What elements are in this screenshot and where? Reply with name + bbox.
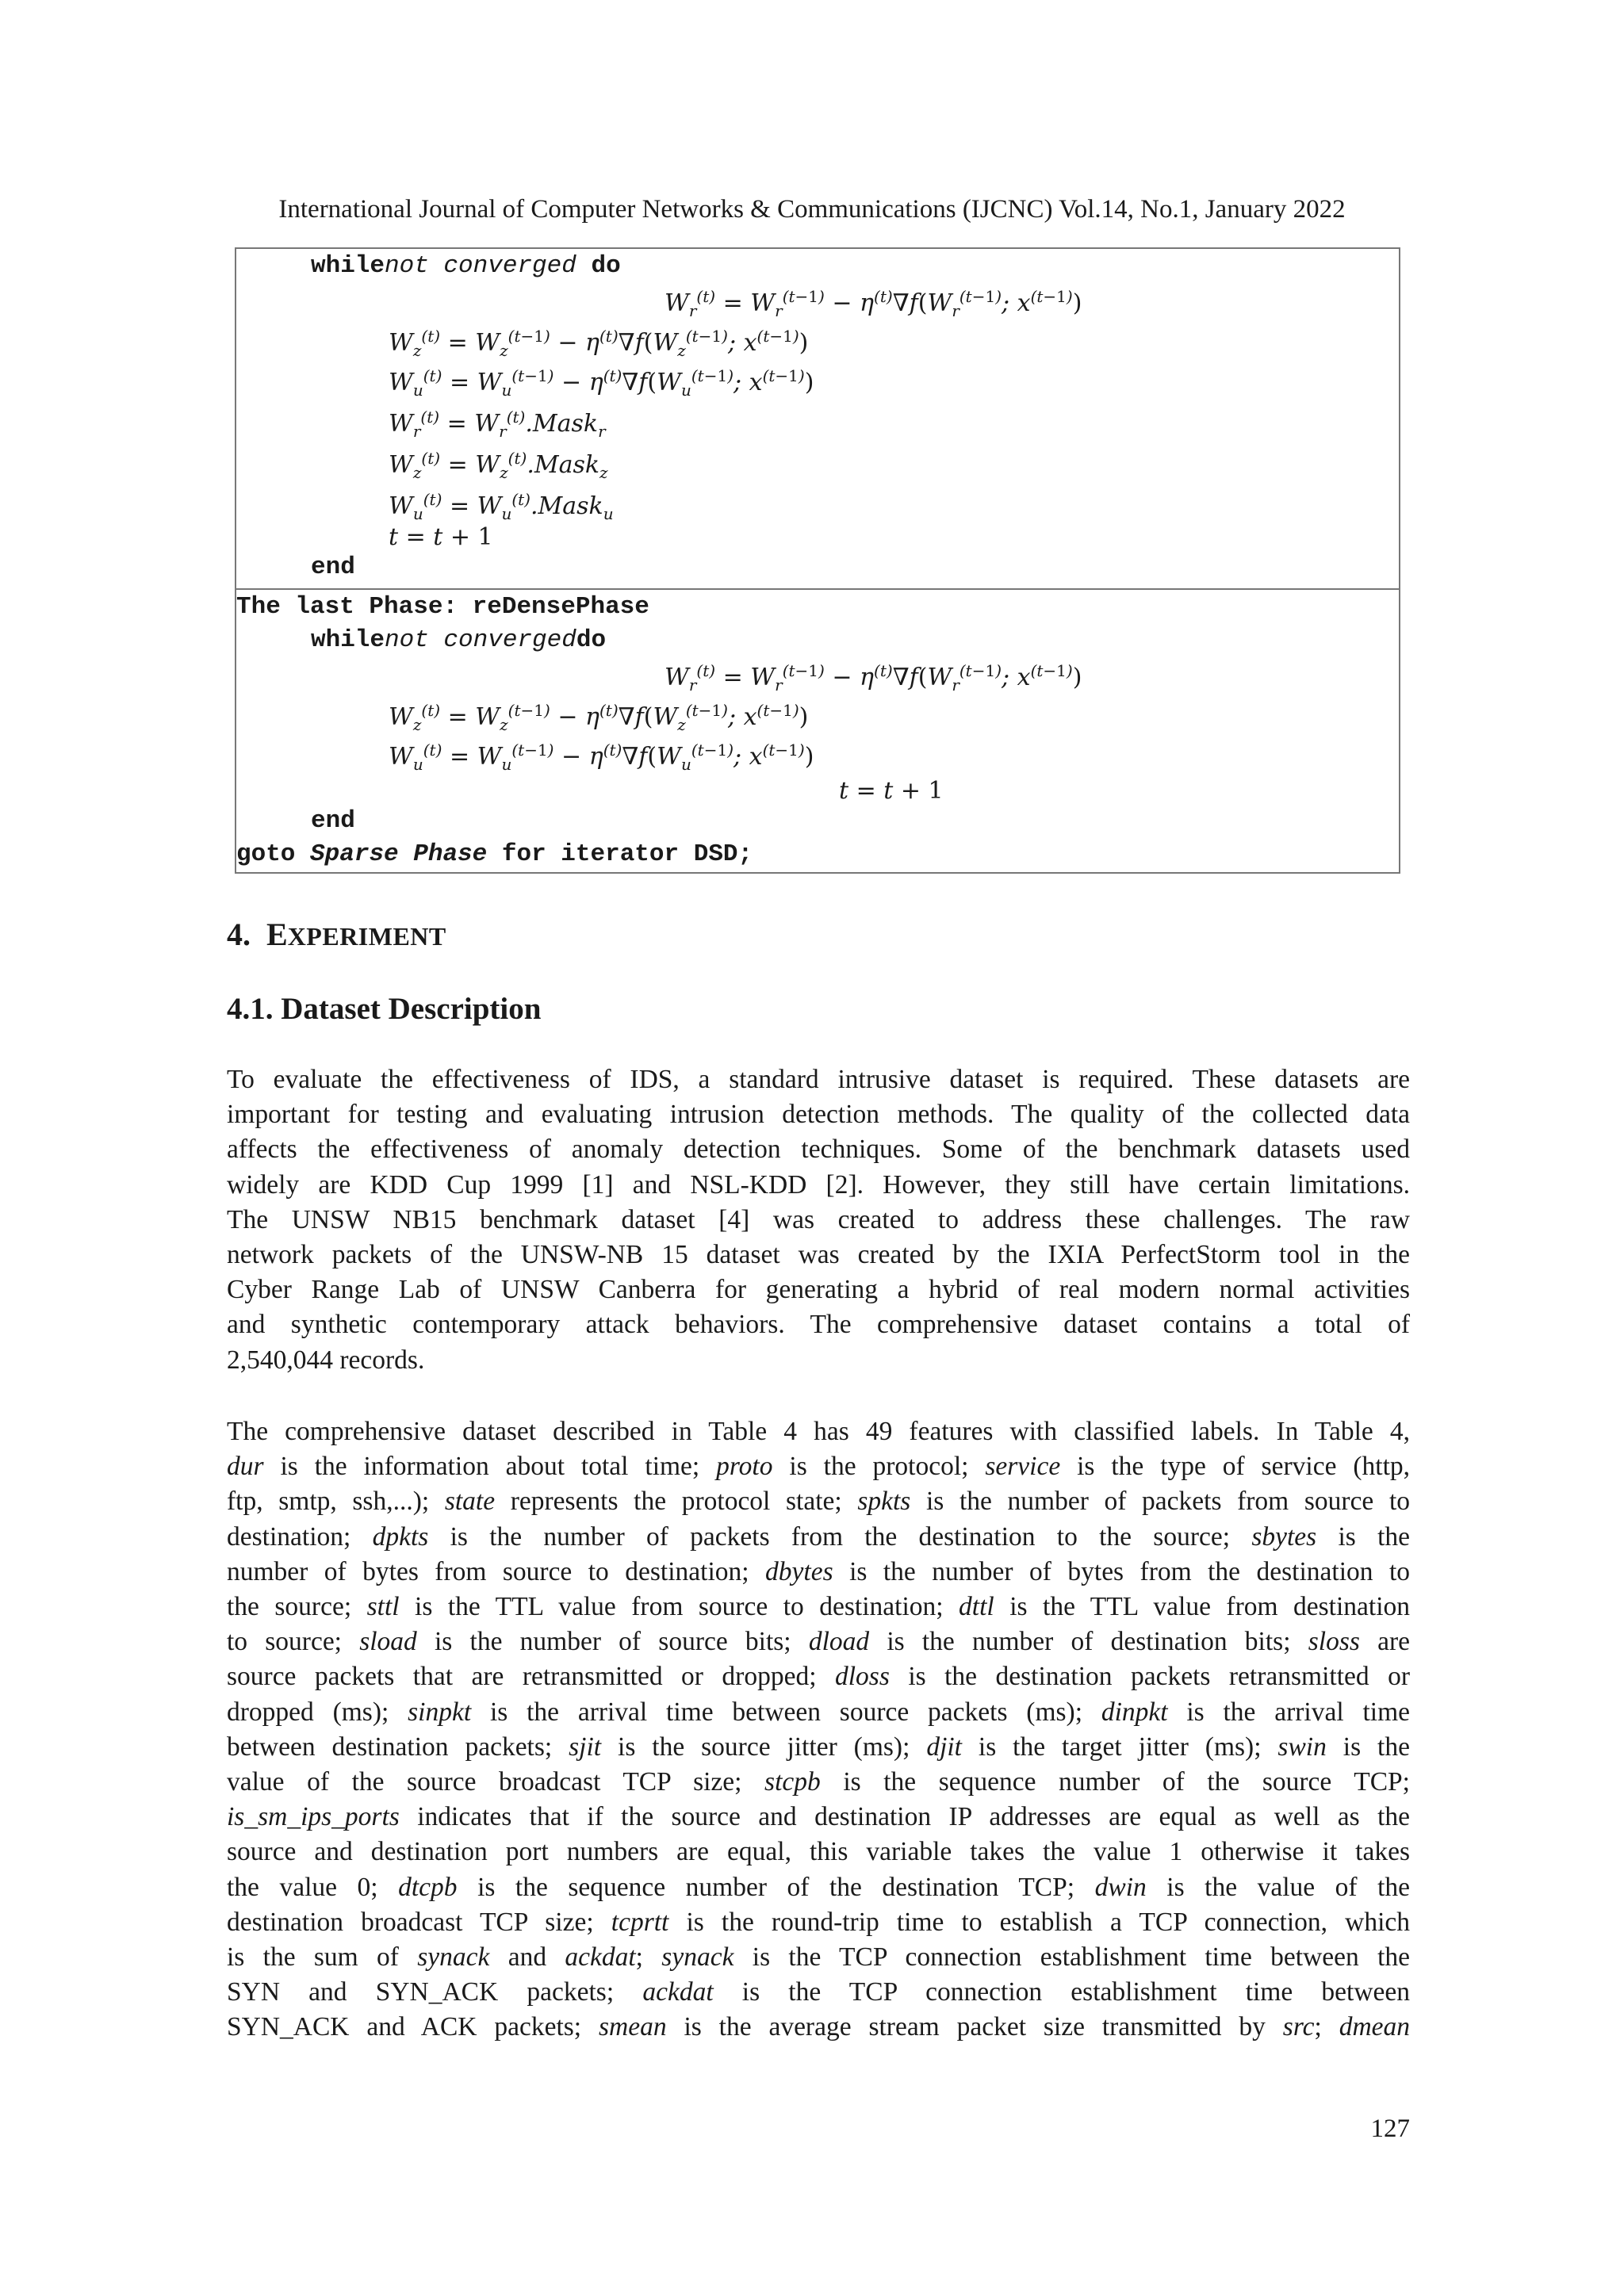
do-keyword: do [576,252,621,280]
update-wz-1: $W_z^{(t)} = W_z^{(t-1)} - \eta^{(t)}\nabla f(W_z^{(t-1)}$; $x^{(t-1)}$) [389,327,809,360]
paragraph-line: destination broadcast TCP size; tcprtt is the round-trip time to establish a TCP connection, which [227,1907,1411,1937]
end-line-1: end [311,553,355,581]
paragraph-1 [227,1062,1410,1378]
section-heading: 4. EXPERIMENT [227,916,446,952]
paragraph-line: between destination packets; sjit is the source jitter (ms); djit is the target jitter (ms); swin is the [227,1732,1410,1762]
update-wr-1: $W_r^{(t)} = W_r^{(t-1)} - \eta^{(t)}\nabla f(W_r^{(t-1)}$; $x^{(t-1)}$) [665,287,1082,320]
while-keyword: while [311,252,385,280]
t-increment-2: t = t + 1 [839,777,944,805]
update-wr-2: $W_r^{(t)} = W_r^{(t-1)} - \eta^{(t)}\nabla f(W_r^{(t-1)}$; $x^{(t-1)}$) [665,661,1082,695]
mask-wz: $W_z^{(t)}$ = $W_z^{(t)}.Mask_z$ [389,449,608,482]
paragraph-line: is the sum of synack and ackdat; synack is the TCP connection establishment time between the [227,1942,1411,1973]
running-header: International Journal of Computer Networks & Communications (IJCNC) Vol.14, No.1, January 2022 [278,195,1346,224]
mask-wu: $W_u^{(t)}$ = $W_u^{(t)}.Mask_u$ [389,490,614,523]
paragraph-line: dropped (ms); sinpkt is the arrival time between source packets (ms); dinpkt is the arrival time [227,1697,1410,1727]
update-wu-2: $W_u^{(t)} = W_u^{(t-1)} - \eta^{(t)}\nabla f(W_u^{(t-1)}$; $x^{(t-1)}$) [389,740,814,774]
paragraph-line: the value 0; dtcpb is the sequence number of the destination TCP; dwin is the value of the [227,1872,1411,1902]
goto-line: goto Sparse Phase for iterator DSD; [236,840,753,868]
paragraph-line: to source; sload is the number of source bits; dload is the number of destination bits; sloss are [227,1627,1410,1657]
paragraph-line: source and destination port numbers are equal, this variable takes the value 1 otherwise it takes [227,1837,1410,1867]
paragraph-line: important for testing and evaluating intrusion detection methods. The quality of the collected data [227,1100,1410,1130]
phase-label: The last Phase: reDensePhase [236,593,649,621]
subsection-heading: 4.1. Dataset Description [227,992,542,1026]
paragraph-line: affects the effectiveness of anomaly detection techniques. Some of the benchmark datasets used [227,1135,1410,1165]
paragraph-line: Cyber Range Lab of UNSW Canberra for generating a hybrid of real modern normal activities [227,1275,1410,1305]
paragraph-line: 2,540,044 records. [227,1345,425,1375]
paragraph-line: number of bytes from source to destination; dbytes is the number of bytes from the destination to [227,1556,1411,1586]
paragraph-line: source packets that are retransmitted or dropped; dloss is the destination packets retransmitted or [227,1662,1410,1692]
end-line-2: end [311,807,355,835]
paragraph-line: network packets of the UNSW-NB 15 dataset was created by the IXIA PerfectStorm tool in the [227,1240,1410,1270]
paragraph-line: dur is the information about total time; proto is the protocol; service is the type of service (http, [227,1452,1410,1482]
paragraph-line: value of the source broadcast TCP size; stcpb is the sequence number of the source TCP; [227,1767,1410,1797]
paragraph-line: The UNSW NB15 benchmark dataset [4] was created to address these challenges. The raw [227,1204,1410,1234]
paragraph-line: widely are KDD Cup 1999 [1] and NSL-KDD [2]. However, they still have certain limitations. [227,1169,1410,1200]
t-increment-1: t = t + 1 [389,523,493,551]
mask-wr: $W_r^{(t)}$ = $W_r^{(t)}.Mask_r$ [389,408,606,441]
paragraph-line: To evaluate the effectiveness of IDS, a standard intrusive dataset is required. These datasets are [227,1065,1410,1094]
while-line-2: whilenot convergeddo [311,626,607,654]
paragraph-line: The comprehensive dataset described in Table 4 has 49 features with classified labels. In Table 4, [227,1417,1410,1446]
paragraph-line: ftp, smtp, ssh,...); state represents the protocol state; spkts is the number of packets from source to [227,1487,1410,1517]
paragraph-line: SYN_ACK and ACK packets; smean is the average stream packet size transmitted by src; dmean [227,2012,1410,2042]
while-condition: not converged [385,252,576,280]
paragraph-2 [227,1414,1410,2045]
paragraph-line: the source; sttl is the TTL value from source to destination; dttl is the TTL value from destination [227,1592,1411,1622]
paragraph-line: destination; dpkts is the number of packets from the destination to the source; sbytes is the [227,1521,1411,1552]
paragraph-line: SYN and SYN_ACK packets; ackdat is the TCP connection establishment time between [227,1977,1411,2007]
paragraph-line: is_sm_ips_ports indicates that if the source and destination IP addresses are equal as well as the [227,1802,1410,1832]
while-line-1 [311,252,621,280]
paragraph-line: and synthetic contemporary attack behaviors. The comprehensive dataset contains a total of [227,1310,1410,1340]
page-number: 127 [1370,2114,1410,2143]
update-wz-2: $W_z^{(t)} = W_z^{(t-1)} - \eta^{(t)}\nabla f(W_z^{(t-1)}$; $x^{(t-1)}$) [389,701,809,734]
update-wu-1: $W_u^{(t)} = W_u^{(t-1)} - \eta^{(t)}\nabla f(W_u^{(t-1)}$; $x^{(t-1)}$) [389,366,814,400]
algorithm-divider [236,588,1399,590]
